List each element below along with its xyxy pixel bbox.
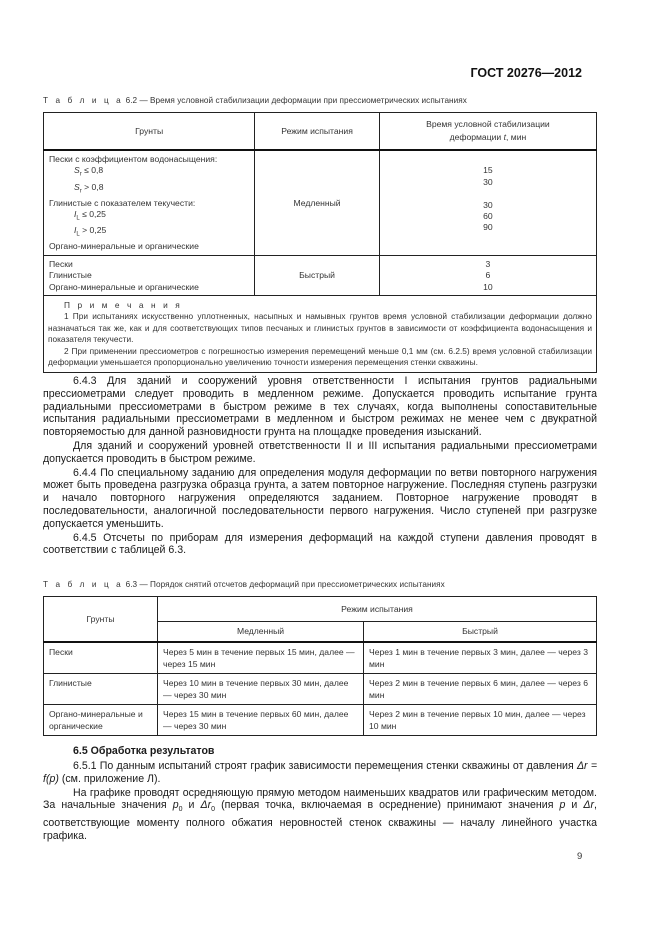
fast-cell: Через 2 мин в течение первых 10 мин, далее — через 10 мин [364, 704, 597, 735]
column-header-mode: Режим испытания [158, 597, 597, 622]
document-code: ГОСТ 20276—2012 [470, 66, 582, 80]
table-title: 6.2 — Время условной стабилизации деформации при прессиометрических испытаниях [123, 96, 467, 105]
soils-cell-slow [44, 150, 255, 255]
soil-line: $I_L > 0,25$ [74, 225, 107, 238]
time-value: 10 [483, 281, 493, 292]
section-6-5-text [43, 760, 597, 843]
paragraph-6-4-3-cont: Для зданий и сооружений уровней ответственности II и III испытания радиальными прессиометрами допускается проводить в быстром режиме. [43, 439, 597, 465]
soil-line: Пески с коэффициентом водонасыщения: [49, 154, 218, 164]
fast-cell: Через 2 мин в течение первых 6 мин, далее — через 6 мин [364, 673, 597, 704]
soil-cell: Пески [44, 642, 158, 674]
column-header-stabilization-time [379, 113, 596, 151]
time-value: 30 [483, 176, 493, 187]
soil-line: Глинистые с показателем текучести: [49, 197, 196, 208]
section-title-6-5: 6.5 Обработка результатов [73, 745, 215, 757]
formula: Δr = f(p) [43, 760, 597, 785]
paragraph-6-5-1: 6.5.1 По данным испытаний строят график зависимости перемещения стенки скважины от давления Δr = f(p) (см. приложение Л). [43, 760, 597, 785]
time-value: 6 [485, 270, 491, 281]
notes-row [44, 295, 597, 372]
paragraph-6-4-5: 6.4.5 Отсчеты по приборам для измерения деформаций на каждой ступени давления проводят в соответствии с таблицей 6.3. [43, 531, 597, 557]
column-header-soils: Грунты [44, 113, 255, 151]
section-6-4-text [43, 375, 597, 557]
soil-line: Органо-минеральные и органические [49, 241, 199, 252]
table-row-slow [44, 150, 597, 255]
soil-line: Пески [49, 258, 73, 269]
notes-title: П р и м е ч а н и я [64, 299, 183, 310]
slow-cell: Через 5 мин в течение первых 15 мин, далее — через 15 мин [158, 642, 364, 674]
table-6-3 [43, 596, 597, 736]
table-row [44, 673, 597, 704]
note-2: 2 При применении прессиометров с погрешностью измерения перемещений меньше 0,1 мм (см. 6.2.5) время условной стабилизации деформации уменьшается пропорционально увеличению точности измерения перемещения стенки скважины. [48, 345, 592, 367]
times-cell-slow [379, 150, 596, 255]
time-value [385, 188, 591, 199]
table-label: Т а б л и ц а [43, 96, 124, 105]
paragraph-6-4-3: 6.4.3 Для зданий и сооружений уровня ответственности I испытания грунтов радиальными прессиометрами следует проводить в медленном режиме. Допускается проводить испытание грунта радиальными прессиометрами в быстром режиме в тех случаях, когда выполнены сопоставительные испытания радиальными прессиометрами в медленном и быстром режимах не менее чем с двукратной повторяемостью для данной разновидности грунта на площадке проведения изысканий. [43, 375, 597, 439]
time-value: 90 [483, 222, 493, 233]
time-value: 3 [485, 258, 491, 269]
table-title: 6.3 — Порядок снятий отсчетов деформаций при прессиометрических испытаниях [123, 580, 445, 589]
soil-line: Глинистые [49, 270, 92, 281]
time-value: 60 [483, 211, 493, 222]
mode-cell-slow: Медленный [255, 150, 380, 255]
time-value [385, 154, 591, 165]
soil-line: $I_L \le 0,25$ [74, 209, 106, 222]
soil-line: $S_r \le 0,8$ [74, 165, 104, 179]
note-1: 1 При испытаниях искусственно уплотненных, насыпных и намывных грунтов время условной стабилизации деформации должно назначаться так же, как и для соответствующих типов песчаных и глинистых грунтов в зависимости от коэффициента водонасыщения и показателя текучести. [48, 311, 592, 345]
soil-cell: Глинистые [44, 673, 158, 704]
times-cell-fast [379, 255, 596, 295]
column-header-soils: Грунты [44, 597, 158, 642]
slow-cell: Через 10 мин в течение первых 30 мин, далее — через 30 мин [158, 673, 364, 704]
soil-line: Органо-минеральные и органические [49, 281, 199, 292]
page-number: 9 [577, 851, 583, 862]
col3-line2-post: , мин [506, 132, 527, 142]
table-row-fast [44, 255, 597, 295]
soils-cell-fast [44, 255, 255, 295]
slow-cell: Через 15 мин в течение первых 60 мин, далее — через 30 мин [158, 704, 364, 735]
fast-cell: Через 1 мин в течение первых 3 мин, далее — через 3 мин [364, 642, 597, 674]
soil-cell: Органо-минеральные и органические [44, 704, 158, 735]
column-header-mode: Режим испытания [255, 113, 380, 151]
table-6-2 [43, 112, 597, 373]
column-header-slow: Медленный [158, 622, 364, 642]
table-6-2-caption [43, 96, 467, 105]
notes-cell [44, 295, 597, 372]
col3-line1: Время условной стабилизации [426, 119, 550, 129]
table-row [44, 704, 597, 735]
soil-line: $S_r > 0,8$ [74, 181, 104, 195]
table-row [44, 642, 597, 674]
time-value: 30 [483, 199, 493, 210]
table-label: Т а б л и ц а [43, 580, 124, 589]
mode-cell-fast: Быстрый [255, 255, 380, 295]
col3-var: t [503, 132, 507, 142]
table-6-3-caption [43, 580, 445, 589]
column-header-fast: Быстрый [364, 622, 597, 642]
col3-line2-pre: деформации [449, 132, 504, 142]
paragraph-6-4-4: 6.4.4 По специальному заданию для определения модуля деформации по ветви повторного нагружения может быть проведена разгрузка образца грунта, а затем повторное нагружение. Последняя ступень разгрузки и начало повторного нагружения определяются заданием. Повторное нагружение проводят в последовательности, аналогичной последовательности первого нагружения. Число ступеней при разгрузке допускается уменьшить. [43, 466, 597, 530]
time-value: 15 [483, 165, 493, 176]
paragraph-6-5-1-cont: На графике проводят осредняющую прямую методом наименьших квадратов или графическим методом. За начальные значения $p_0$ и $\Delta r_0$ (первая точка, включаемая в осреднение) принимают значения p и Δr, соответствующие моменту полного обжатия неровностей стенок скважины — началу линейного участка графика. [43, 786, 597, 843]
